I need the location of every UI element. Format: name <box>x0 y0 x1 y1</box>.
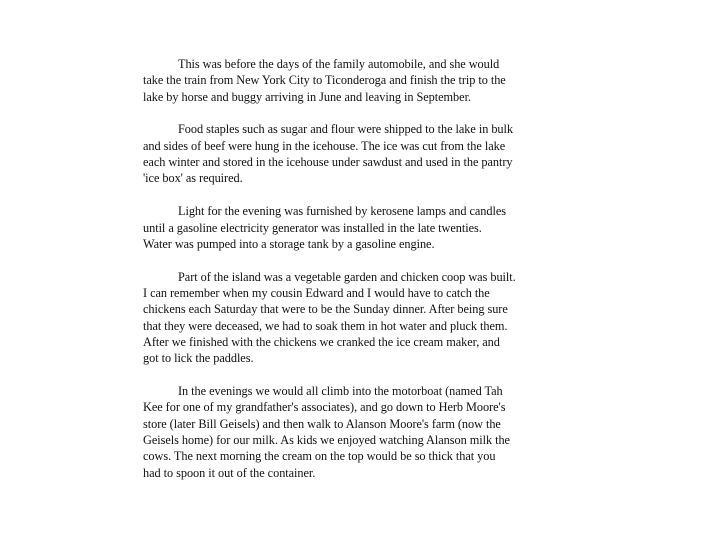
text-line: Water was pumped into a storage tank by a gasoline engine. <box>143 236 435 251</box>
text-line: take the train from New York City to Ticonderoga and finish the trip to the <box>143 73 506 88</box>
text-line: Food staples such as sugar and flour were shipped to the lake in bulk <box>178 122 513 137</box>
text-line: Kee for one of my grandfather's associates), and go down to Herb Moore's <box>143 400 506 415</box>
text-line: 'ice box' as required. <box>143 171 243 186</box>
text-line: I can remember when my cousin Edward and I would have to catch the <box>143 286 490 301</box>
paragraph-2 <box>143 121 575 186</box>
text-line: had to spoon it out of the container. <box>143 465 316 480</box>
paragraph-1 <box>143 56 575 105</box>
text-line: until a gasoline electricity generator was installed in the late twenties. <box>143 220 482 235</box>
text-line: Light for the evening was furnished by kerosene lamps and candles <box>178 204 506 219</box>
paragraph-4 <box>143 269 575 367</box>
text-line: lake by horse and buggy arriving in June and leaving in September. <box>143 89 471 104</box>
text-line: cows. The next morning the cream on the top would be so thick that you <box>143 449 496 464</box>
text-line: Part of the island was a vegetable garden and chicken coop was built. <box>178 269 516 284</box>
text-line: chickens each Saturday that were to be the Sunday dinner. After being sure <box>143 302 508 317</box>
text-line: and sides of beef were hung in the icehouse. The ice was cut from the lake <box>143 138 506 153</box>
paragraph-5 <box>143 383 575 481</box>
document-body <box>143 56 575 498</box>
text-line: Geisels home) for our milk. As kids we enjoyed watching Alanson milk the <box>143 433 510 448</box>
text-line: After we finished with the chickens we cranked the ice cream maker, and <box>143 334 500 349</box>
paragraph-3 <box>143 203 575 252</box>
text-line: each winter and stored in the icehouse under sawdust and used in the pantry <box>143 155 513 170</box>
text-line: store (later Bill Geisels) and then walk to Alanson Moore's farm (now the <box>143 416 501 431</box>
text-line: In the evenings we would all climb into the motorboat (named Tah <box>178 384 503 399</box>
text-line: got to lick the paddles. <box>143 351 254 366</box>
text-line: This was before the days of the family automobile, and she would <box>178 57 500 71</box>
text-line: that they were deceased, we had to soak them in hot water and pluck them. <box>143 318 508 333</box>
